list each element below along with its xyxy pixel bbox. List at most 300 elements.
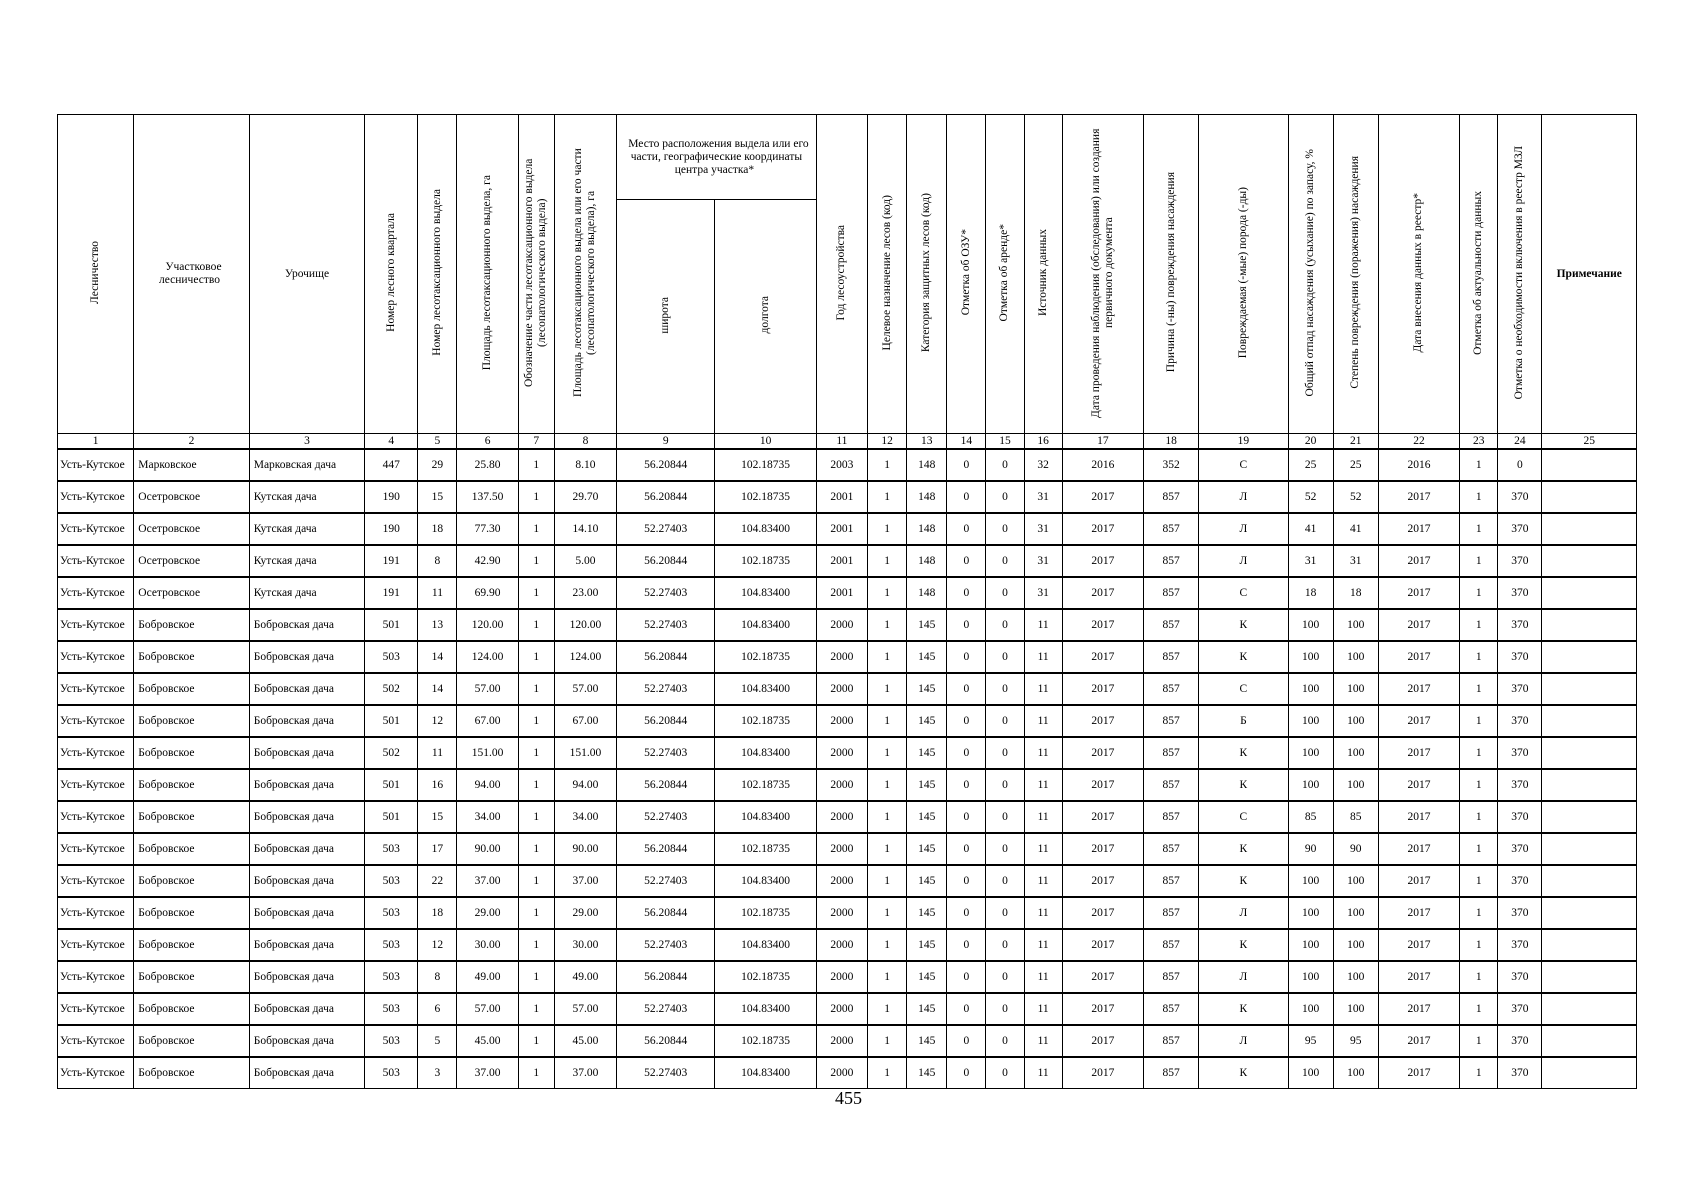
table-cell: 148 <box>907 513 947 545</box>
header-cell: Участковое лесничество <box>134 115 249 434</box>
table-cell: 2017 <box>1062 737 1143 769</box>
table-cell: 56.20844 <box>617 481 715 513</box>
table-cell: Бобровская дача <box>249 641 364 673</box>
table-cell: Кутская дача <box>249 577 364 609</box>
table-cell: 0 <box>947 449 986 481</box>
table-cell: Кутская дача <box>249 513 364 545</box>
table-cell: 503 <box>365 833 418 865</box>
table-cell: К <box>1199 993 1288 1025</box>
table-cell: 0 <box>986 481 1024 513</box>
column-number-cell: 24 <box>1498 434 1542 450</box>
table-cell: 148 <box>907 545 947 577</box>
table-cell: 2017 <box>1378 769 1459 801</box>
table-cell: 11 <box>1024 1025 1062 1057</box>
table-cell: 100 <box>1333 1057 1378 1089</box>
table-cell: 14 <box>418 641 457 673</box>
table-cell: 1 <box>868 801 907 833</box>
table-cell: 148 <box>907 481 947 513</box>
table-cell: 2017 <box>1378 673 1459 705</box>
table-cell: 145 <box>907 769 947 801</box>
table-cell: 42.90 <box>457 545 518 577</box>
table-cell: 2000 <box>816 929 867 961</box>
table-cell: 1 <box>1460 961 1498 993</box>
table-cell: 2017 <box>1062 481 1143 513</box>
table-cell: 11 <box>1024 865 1062 897</box>
table-cell: Бобровское <box>134 1057 249 1089</box>
table-row <box>58 833 1637 865</box>
table-cell: 2017 <box>1378 865 1459 897</box>
table-cell: 100 <box>1333 609 1378 641</box>
table-cell: Осетровское <box>134 513 249 545</box>
table-cell: 857 <box>1144 897 1199 929</box>
column-number-cell: 15 <box>986 434 1024 450</box>
table-cell: 11 <box>418 737 457 769</box>
table-cell: Бобровская дача <box>249 961 364 993</box>
table-cell: 104.83400 <box>715 929 816 961</box>
table-cell: 12 <box>418 929 457 961</box>
table-cell: 104.83400 <box>715 513 816 545</box>
table-row <box>58 481 1637 513</box>
table-cell: 370 <box>1498 769 1542 801</box>
table-cell: 1 <box>518 929 554 961</box>
table-cell: Усть-Кутское <box>58 865 134 897</box>
table-cell: 100 <box>1333 737 1378 769</box>
table-cell: 2017 <box>1062 865 1143 897</box>
table-cell: 2017 <box>1378 705 1459 737</box>
table-cell: 52.27403 <box>617 609 715 641</box>
header-cell: Источник данных <box>1024 115 1062 434</box>
table-cell: 1 <box>868 993 907 1025</box>
table-cell: 8 <box>418 545 457 577</box>
table-cell <box>1542 545 1637 577</box>
table-cell: 370 <box>1498 513 1542 545</box>
table-cell: 31 <box>1024 513 1062 545</box>
header-cell: Повреждаемая (-мые) порода (-ды) <box>1199 115 1288 434</box>
table-cell: 102.18735 <box>715 545 816 577</box>
column-number-cell: 18 <box>1144 434 1199 450</box>
table-cell: 1 <box>868 1057 907 1089</box>
table-cell: 29.00 <box>554 897 616 929</box>
table-cell: 11 <box>418 577 457 609</box>
table-cell: 502 <box>365 673 418 705</box>
table-cell: 77.30 <box>457 513 518 545</box>
table-cell: 102.18735 <box>715 897 816 929</box>
table-cell: 2000 <box>816 1057 867 1089</box>
table-cell: 857 <box>1144 577 1199 609</box>
table-cell: 124.00 <box>457 641 518 673</box>
table-cell: 0 <box>1498 449 1542 481</box>
table-cell: 1 <box>1460 929 1498 961</box>
table-cell: 190 <box>365 481 418 513</box>
table-cell: 2000 <box>816 769 867 801</box>
table-cell: 102.18735 <box>715 961 816 993</box>
table-row <box>58 769 1637 801</box>
header-cell: Номер лесотаксационного выдела <box>418 115 457 434</box>
table-cell: 0 <box>986 865 1024 897</box>
header-cell-longitude: долгота <box>715 200 816 434</box>
column-number-cell: 13 <box>907 434 947 450</box>
table-cell: 1 <box>868 609 907 641</box>
table-cell: 1 <box>1460 897 1498 929</box>
table-cell: 0 <box>986 929 1024 961</box>
table-cell: 503 <box>365 897 418 929</box>
table-cell: 1 <box>518 545 554 577</box>
table-cell: Л <box>1199 545 1288 577</box>
table-cell: 1 <box>1460 865 1498 897</box>
table-cell: 2000 <box>816 833 867 865</box>
table-cell: 11 <box>1024 993 1062 1025</box>
table-cell: 8.10 <box>554 449 616 481</box>
table-cell: 104.83400 <box>715 737 816 769</box>
column-number-cell: 1 <box>58 434 134 450</box>
table-cell: Бобровское <box>134 1025 249 1057</box>
column-number-cell: 19 <box>1199 434 1288 450</box>
table-cell: 370 <box>1498 609 1542 641</box>
table-cell: 100 <box>1333 897 1378 929</box>
table-cell: 0 <box>947 545 986 577</box>
table-cell: 100 <box>1288 929 1333 961</box>
table-cell: Бобровское <box>134 801 249 833</box>
header-cell: Лесничество <box>58 115 134 434</box>
table-cell: 29.00 <box>457 897 518 929</box>
table-cell: Л <box>1199 897 1288 929</box>
table-cell <box>1542 993 1637 1025</box>
table-cell: 1 <box>868 705 907 737</box>
table-cell: 52.27403 <box>617 1057 715 1089</box>
table-cell: 1 <box>518 577 554 609</box>
table-cell <box>1542 577 1637 609</box>
table-row <box>58 449 1637 481</box>
header-cell: Категория защитных лесов (код) <box>907 115 947 434</box>
table-cell: 52.27403 <box>617 673 715 705</box>
table-cell: 100 <box>1288 993 1333 1025</box>
table-cell: 2017 <box>1378 641 1459 673</box>
table-cell: 145 <box>907 865 947 897</box>
table-cell: 67.00 <box>457 705 518 737</box>
table-cell: 52 <box>1333 481 1378 513</box>
table-cell: 2017 <box>1378 1025 1459 1057</box>
table-cell: 1 <box>868 449 907 481</box>
header-cell: Отметка о необходимости включения в реестр МЗЛ <box>1498 115 1542 434</box>
table-cell: 2017 <box>1062 513 1143 545</box>
table-row <box>58 641 1637 673</box>
table-cell: 503 <box>365 1057 418 1089</box>
table-cell: 17 <box>418 833 457 865</box>
table-cell: 857 <box>1144 961 1199 993</box>
table-cell: Усть-Кутское <box>58 577 134 609</box>
table-cell: 18 <box>1333 577 1378 609</box>
table-row <box>58 993 1637 1025</box>
table-cell: 85 <box>1288 801 1333 833</box>
table-cell: 2000 <box>816 673 867 705</box>
table-cell: 45.00 <box>554 1025 616 1057</box>
table-cell: 95 <box>1288 1025 1333 1057</box>
table-cell: 100 <box>1288 609 1333 641</box>
table-cell: Осетровское <box>134 481 249 513</box>
table-cell: Бобровская дача <box>249 609 364 641</box>
column-number-cell: 5 <box>418 434 457 450</box>
table-cell: 145 <box>907 929 947 961</box>
table-cell: 0 <box>986 801 1024 833</box>
table-cell <box>1542 801 1637 833</box>
table-cell: Бобровское <box>134 609 249 641</box>
table-cell: 11 <box>1024 609 1062 641</box>
table-cell: 52 <box>1288 481 1333 513</box>
table-cell: 501 <box>365 801 418 833</box>
table-cell: 124.00 <box>554 641 616 673</box>
table-cell: 2000 <box>816 737 867 769</box>
table-row <box>58 961 1637 993</box>
table-cell: 857 <box>1144 801 1199 833</box>
table-cell: 503 <box>365 1025 418 1057</box>
table-cell: 100 <box>1333 961 1378 993</box>
table-cell: 102.18735 <box>715 449 816 481</box>
table-cell: 0 <box>947 737 986 769</box>
table-cell: 25 <box>1333 449 1378 481</box>
table-cell: 11 <box>1024 641 1062 673</box>
table-cell <box>1542 641 1637 673</box>
table-cell: 11 <box>1024 673 1062 705</box>
table-cell: 31 <box>1333 545 1378 577</box>
table-cell: 11 <box>1024 705 1062 737</box>
table-cell: 503 <box>365 929 418 961</box>
table-cell: 102.18735 <box>715 641 816 673</box>
table-cell: 1 <box>1460 641 1498 673</box>
table-cell: 0 <box>986 705 1024 737</box>
table-row <box>58 577 1637 609</box>
table-cell: Усть-Кутское <box>58 609 134 641</box>
column-number-cell: 20 <box>1288 434 1333 450</box>
table-cell: Бобровская дача <box>249 1057 364 1089</box>
table-cell: Усть-Кутское <box>58 833 134 865</box>
table-cell: Осетровское <box>134 577 249 609</box>
column-number-cell: 2 <box>134 434 249 450</box>
table-cell: 370 <box>1498 801 1542 833</box>
table-cell: 1 <box>1460 481 1498 513</box>
table-cell: 31 <box>1024 577 1062 609</box>
table-cell: 23.00 <box>554 577 616 609</box>
table-cell: 57.00 <box>554 993 616 1025</box>
table-cell: 2017 <box>1062 801 1143 833</box>
table-cell <box>1542 769 1637 801</box>
table-cell: 145 <box>907 705 947 737</box>
table-cell: 2017 <box>1062 897 1143 929</box>
table-cell: 0 <box>947 929 986 961</box>
table-cell: 2000 <box>816 865 867 897</box>
column-number-cell: 14 <box>947 434 986 450</box>
table-cell: 2017 <box>1378 897 1459 929</box>
table-cell: 2017 <box>1062 577 1143 609</box>
table-cell: 11 <box>1024 961 1062 993</box>
table-cell: 1 <box>868 481 907 513</box>
table-cell: Бобровское <box>134 897 249 929</box>
table-cell: 1 <box>1460 513 1498 545</box>
table-cell: 370 <box>1498 897 1542 929</box>
table-cell: 1 <box>518 961 554 993</box>
header-cell: Целевое назначение лесов (код) <box>868 115 907 434</box>
table-cell: 503 <box>365 961 418 993</box>
table-cell: 2017 <box>1378 801 1459 833</box>
table-cell: К <box>1199 737 1288 769</box>
table-cell: 0 <box>947 705 986 737</box>
table-cell: 857 <box>1144 737 1199 769</box>
table-cell: 100 <box>1288 705 1333 737</box>
table-cell: Бобровская дача <box>249 833 364 865</box>
table-cell: 1 <box>1460 609 1498 641</box>
table-cell: Бобровская дача <box>249 705 364 737</box>
table-cell: Усть-Кутское <box>58 737 134 769</box>
table-cell: 1 <box>518 769 554 801</box>
table-cell: 2003 <box>816 449 867 481</box>
column-number-cell: 25 <box>1542 434 1637 450</box>
table-cell: 857 <box>1144 1025 1199 1057</box>
table-cell: 3 <box>418 1057 457 1089</box>
table-cell: 1 <box>1460 545 1498 577</box>
table-cell: 2016 <box>1378 449 1459 481</box>
table-cell: Б <box>1199 705 1288 737</box>
table-cell: 49.00 <box>554 961 616 993</box>
table-cell: 45.00 <box>457 1025 518 1057</box>
table-cell: 2017 <box>1062 993 1143 1025</box>
table-cell: 145 <box>907 961 947 993</box>
header-cell: Степень повреждения (поражения) насаждения <box>1333 115 1378 434</box>
table-cell: 0 <box>986 833 1024 865</box>
table-cell: 2017 <box>1062 673 1143 705</box>
table-cell: 5 <box>418 1025 457 1057</box>
table-cell: К <box>1199 865 1288 897</box>
column-number-cell: 3 <box>249 434 364 450</box>
table-cell: 25 <box>1288 449 1333 481</box>
header-cell: Год лесоустройства <box>816 115 867 434</box>
table-cell: 857 <box>1144 513 1199 545</box>
table-cell: 370 <box>1498 833 1542 865</box>
table-cell <box>1542 705 1637 737</box>
table-cell: 2000 <box>816 1025 867 1057</box>
table-cell: 56.20844 <box>617 705 715 737</box>
table-cell: 16 <box>418 769 457 801</box>
table-cell: 857 <box>1144 641 1199 673</box>
table-cell: 100 <box>1288 641 1333 673</box>
table-cell: 0 <box>947 673 986 705</box>
table-cell: Усть-Кутское <box>58 673 134 705</box>
column-number-cell: 6 <box>457 434 518 450</box>
table-cell: 857 <box>1144 929 1199 961</box>
table-cell: 52.27403 <box>617 737 715 769</box>
table-cell: 100 <box>1288 769 1333 801</box>
table-cell: 501 <box>365 705 418 737</box>
table-cell: 100 <box>1333 929 1378 961</box>
table-cell: 0 <box>947 993 986 1025</box>
table-cell: Бобровское <box>134 929 249 961</box>
table-cell: 2000 <box>816 993 867 1025</box>
table-cell: 2017 <box>1378 545 1459 577</box>
table-cell: 100 <box>1333 673 1378 705</box>
table-cell: 148 <box>907 577 947 609</box>
table-cell: 370 <box>1498 577 1542 609</box>
table-cell: 2000 <box>816 961 867 993</box>
table-cell: 857 <box>1144 1057 1199 1089</box>
column-number-cell: 21 <box>1333 434 1378 450</box>
table-cell: 30.00 <box>457 929 518 961</box>
table-cell: 857 <box>1144 769 1199 801</box>
table-cell: 0 <box>947 961 986 993</box>
table-cell: 502 <box>365 737 418 769</box>
table-cell: Бобровская дача <box>249 993 364 1025</box>
table-cell: 0 <box>986 641 1024 673</box>
table-cell: 1 <box>1460 1025 1498 1057</box>
table-cell: 56.20844 <box>617 961 715 993</box>
table-cell: 1 <box>868 673 907 705</box>
table-cell <box>1542 1025 1637 1057</box>
table-cell: 1 <box>518 833 554 865</box>
table-cell: Бобровское <box>134 737 249 769</box>
table-cell: 1 <box>518 865 554 897</box>
table-cell: 22 <box>418 865 457 897</box>
page-number: 455 <box>835 1088 862 1108</box>
table-cell: 11 <box>1024 769 1062 801</box>
table-cell: Л <box>1199 1025 1288 1057</box>
table-cell: 0 <box>986 1057 1024 1089</box>
table-cell: 11 <box>1024 929 1062 961</box>
table-cell: 2017 <box>1378 513 1459 545</box>
table-row <box>58 801 1637 833</box>
table-cell: 104.83400 <box>715 609 816 641</box>
forest-damage-table <box>57 114 1637 1089</box>
table-cell: 0 <box>986 449 1024 481</box>
table-cell: 11 <box>1024 737 1062 769</box>
table-cell: 52.27403 <box>617 929 715 961</box>
table-cell: 100 <box>1288 1057 1333 1089</box>
table-cell: 102.18735 <box>715 705 816 737</box>
header-cell-location: Место расположения выдела или его части, географические координаты центра участка* <box>617 115 817 200</box>
table-cell: Бобровское <box>134 673 249 705</box>
column-number-cell: 4 <box>365 434 418 450</box>
table-cell: 90 <box>1333 833 1378 865</box>
table-cell: 1 <box>868 641 907 673</box>
table-cell: 2000 <box>816 897 867 929</box>
table-cell: 29 <box>418 449 457 481</box>
table-cell: 1 <box>868 865 907 897</box>
table-cell: 34.00 <box>457 801 518 833</box>
table-cell: 41 <box>1333 513 1378 545</box>
table-cell: 1 <box>1460 1057 1498 1089</box>
table-cell <box>1542 513 1637 545</box>
table-cell: 857 <box>1144 545 1199 577</box>
table-cell: 56.20844 <box>617 545 715 577</box>
table-cell: 104.83400 <box>715 673 816 705</box>
table-cell: 2000 <box>816 609 867 641</box>
table-cell: 2001 <box>816 481 867 513</box>
table-cell: 37.00 <box>554 1057 616 1089</box>
table-cell: 1 <box>868 1025 907 1057</box>
table-cell: 857 <box>1144 705 1199 737</box>
table-cell: 100 <box>1288 897 1333 929</box>
table-cell: 447 <box>365 449 418 481</box>
table-cell: 1 <box>868 513 907 545</box>
table-cell: 94.00 <box>457 769 518 801</box>
table-cell: 90.00 <box>457 833 518 865</box>
table-cell: 104.83400 <box>715 865 816 897</box>
table-cell: 503 <box>365 865 418 897</box>
table-cell: 0 <box>947 833 986 865</box>
table-cell: 1 <box>518 1057 554 1089</box>
table-cell: Марковское <box>134 449 249 481</box>
header-cell: Площадь лесотаксационного выдела или его части (лесопатологического выдела), га <box>554 115 616 434</box>
table-cell: 2017 <box>1378 609 1459 641</box>
table-cell: 2017 <box>1378 833 1459 865</box>
table-cell: 501 <box>365 609 418 641</box>
table-cell: Усть-Кутское <box>58 705 134 737</box>
